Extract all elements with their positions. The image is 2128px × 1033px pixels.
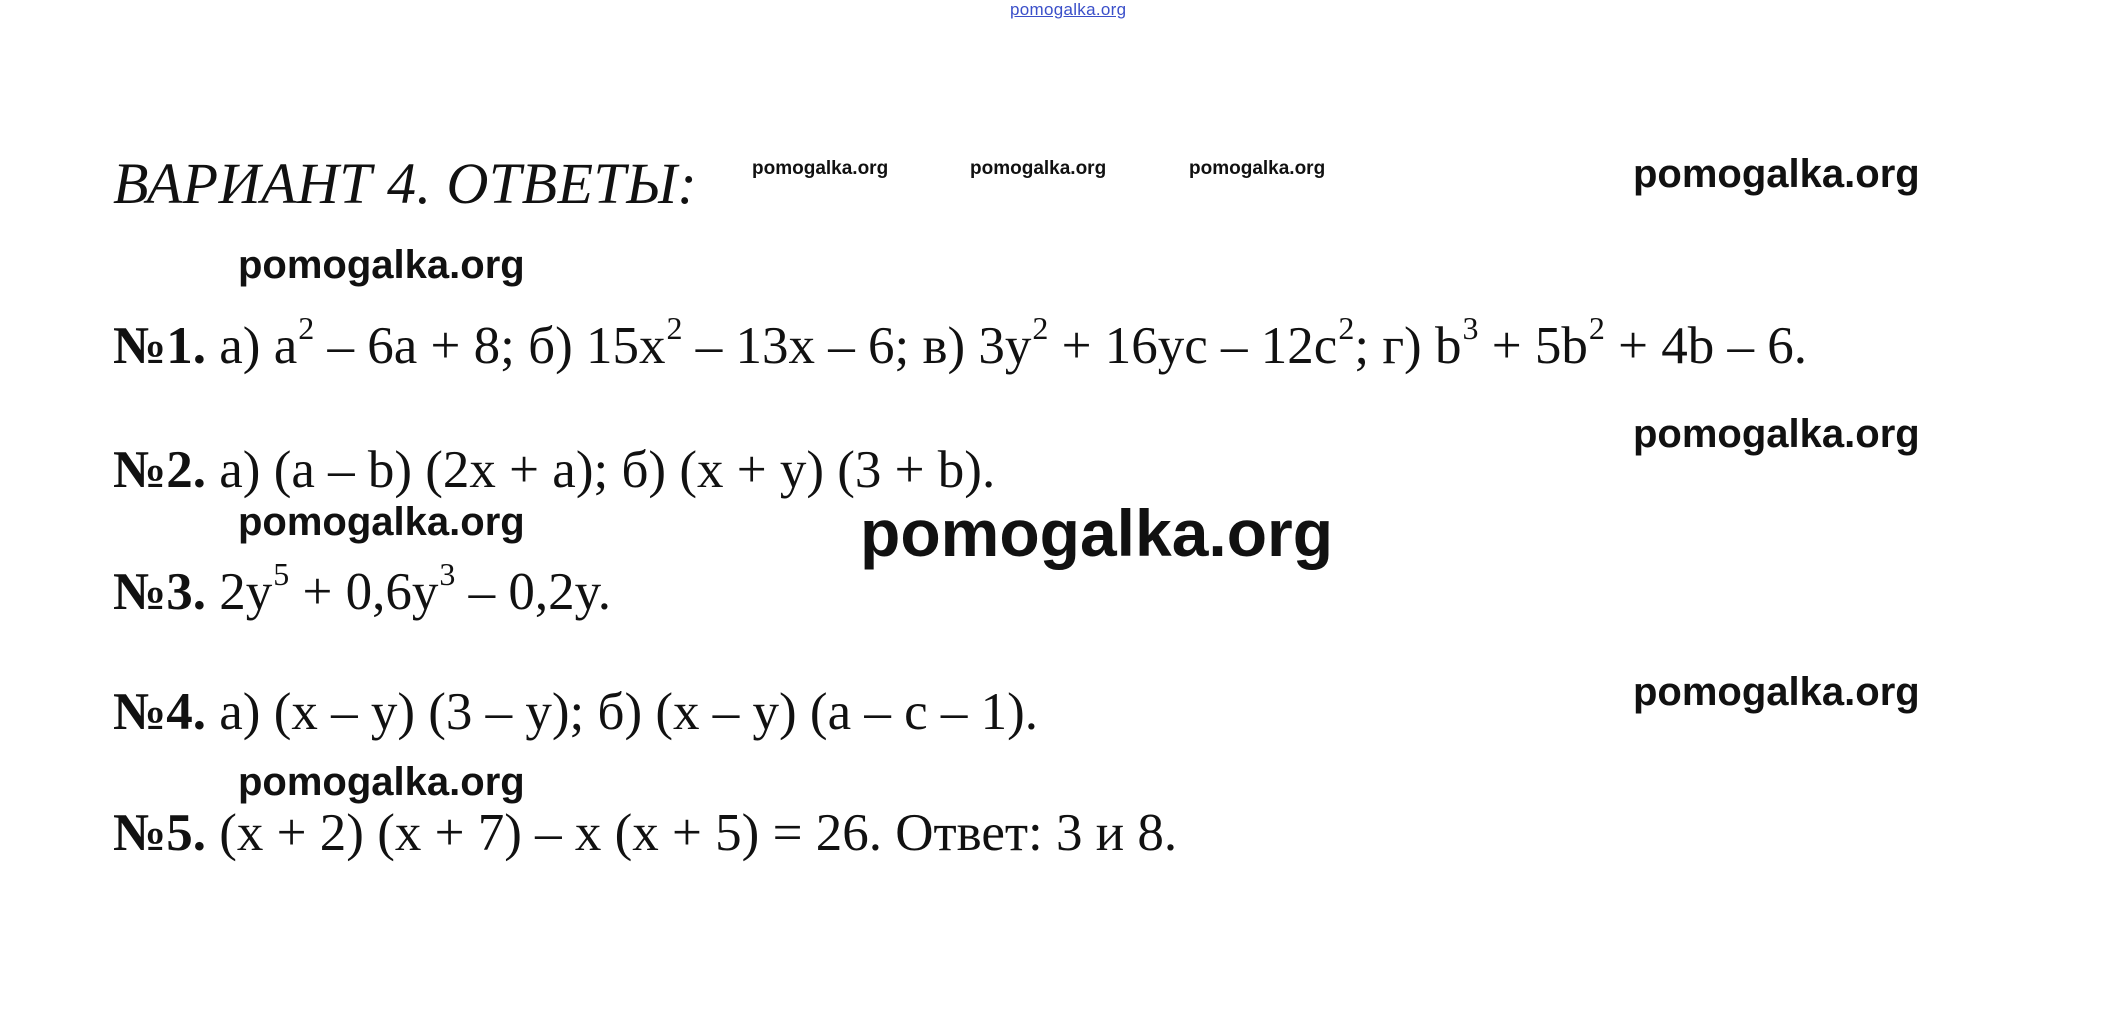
watermark: pomogalka.org [238,500,525,544]
answer-number: №5. [113,804,207,862]
answer-text: + 4b – 6. [1604,317,1807,375]
answer-5 [113,803,1177,863]
watermark: pomogalka.org [238,760,525,804]
answer-number: №2. [113,441,207,499]
answer-1 [113,310,1807,376]
exponent: 2 [1032,310,1049,346]
exponent: 2 [1588,310,1605,346]
exponent: 2 [666,310,683,346]
answer-text: – 13x – 6; в) 3y [682,317,1032,375]
exponent: 2 [1338,310,1355,346]
answer-3 [113,556,611,622]
exponent: 2 [298,310,315,346]
answer-text: а) (a – b) (2x + a); б) (x + y) (3 + b). [219,441,996,499]
answer-text: – 6a + 8; б) 15x [314,317,666,375]
answer-text: + 5b [1478,317,1588,375]
watermark: pomogalka.org [752,158,889,179]
answer-text: (x + 2) (x + 7) – x (x + 5) = 26. Ответ: 3 и 8. [219,804,1178,862]
watermark: pomogalka.org [1633,670,1920,714]
answer-text: – 0,2y. [455,563,611,621]
answer-text: 2y [219,563,273,621]
watermark: pomogalka.org [1633,152,1920,196]
answer-text: а) a [219,317,298,375]
answer-number: №1. [113,317,207,375]
answer-number: №3. [113,563,207,621]
answer-text: а) (x – y) (3 – y); б) (x – y) (a – c – 1). [219,683,1039,741]
answer-2 [113,440,995,500]
watermark: pomogalka.org [970,158,1107,179]
answer-number: №4. [113,683,207,741]
answer-text: + 0,6y [289,563,439,621]
answer-text: + 16yc – 12c [1048,317,1338,375]
site-link[interactable]: pomogalka.org [1010,0,1127,19]
exponent: 3 [439,556,456,592]
exponent: 3 [1462,310,1479,346]
exponent: 5 [273,556,290,592]
watermark: pomogalka.org [1189,158,1326,179]
watermark: pomogalka.org [860,496,1334,570]
answer-4 [113,682,1038,742]
watermark: pomogalka.org [1633,412,1920,456]
watermark: pomogalka.org [238,243,525,287]
page-title: ВАРИАНТ 4. ОТВЕТЫ: [113,151,698,216]
answer-text: ; г) b [1354,317,1462,375]
